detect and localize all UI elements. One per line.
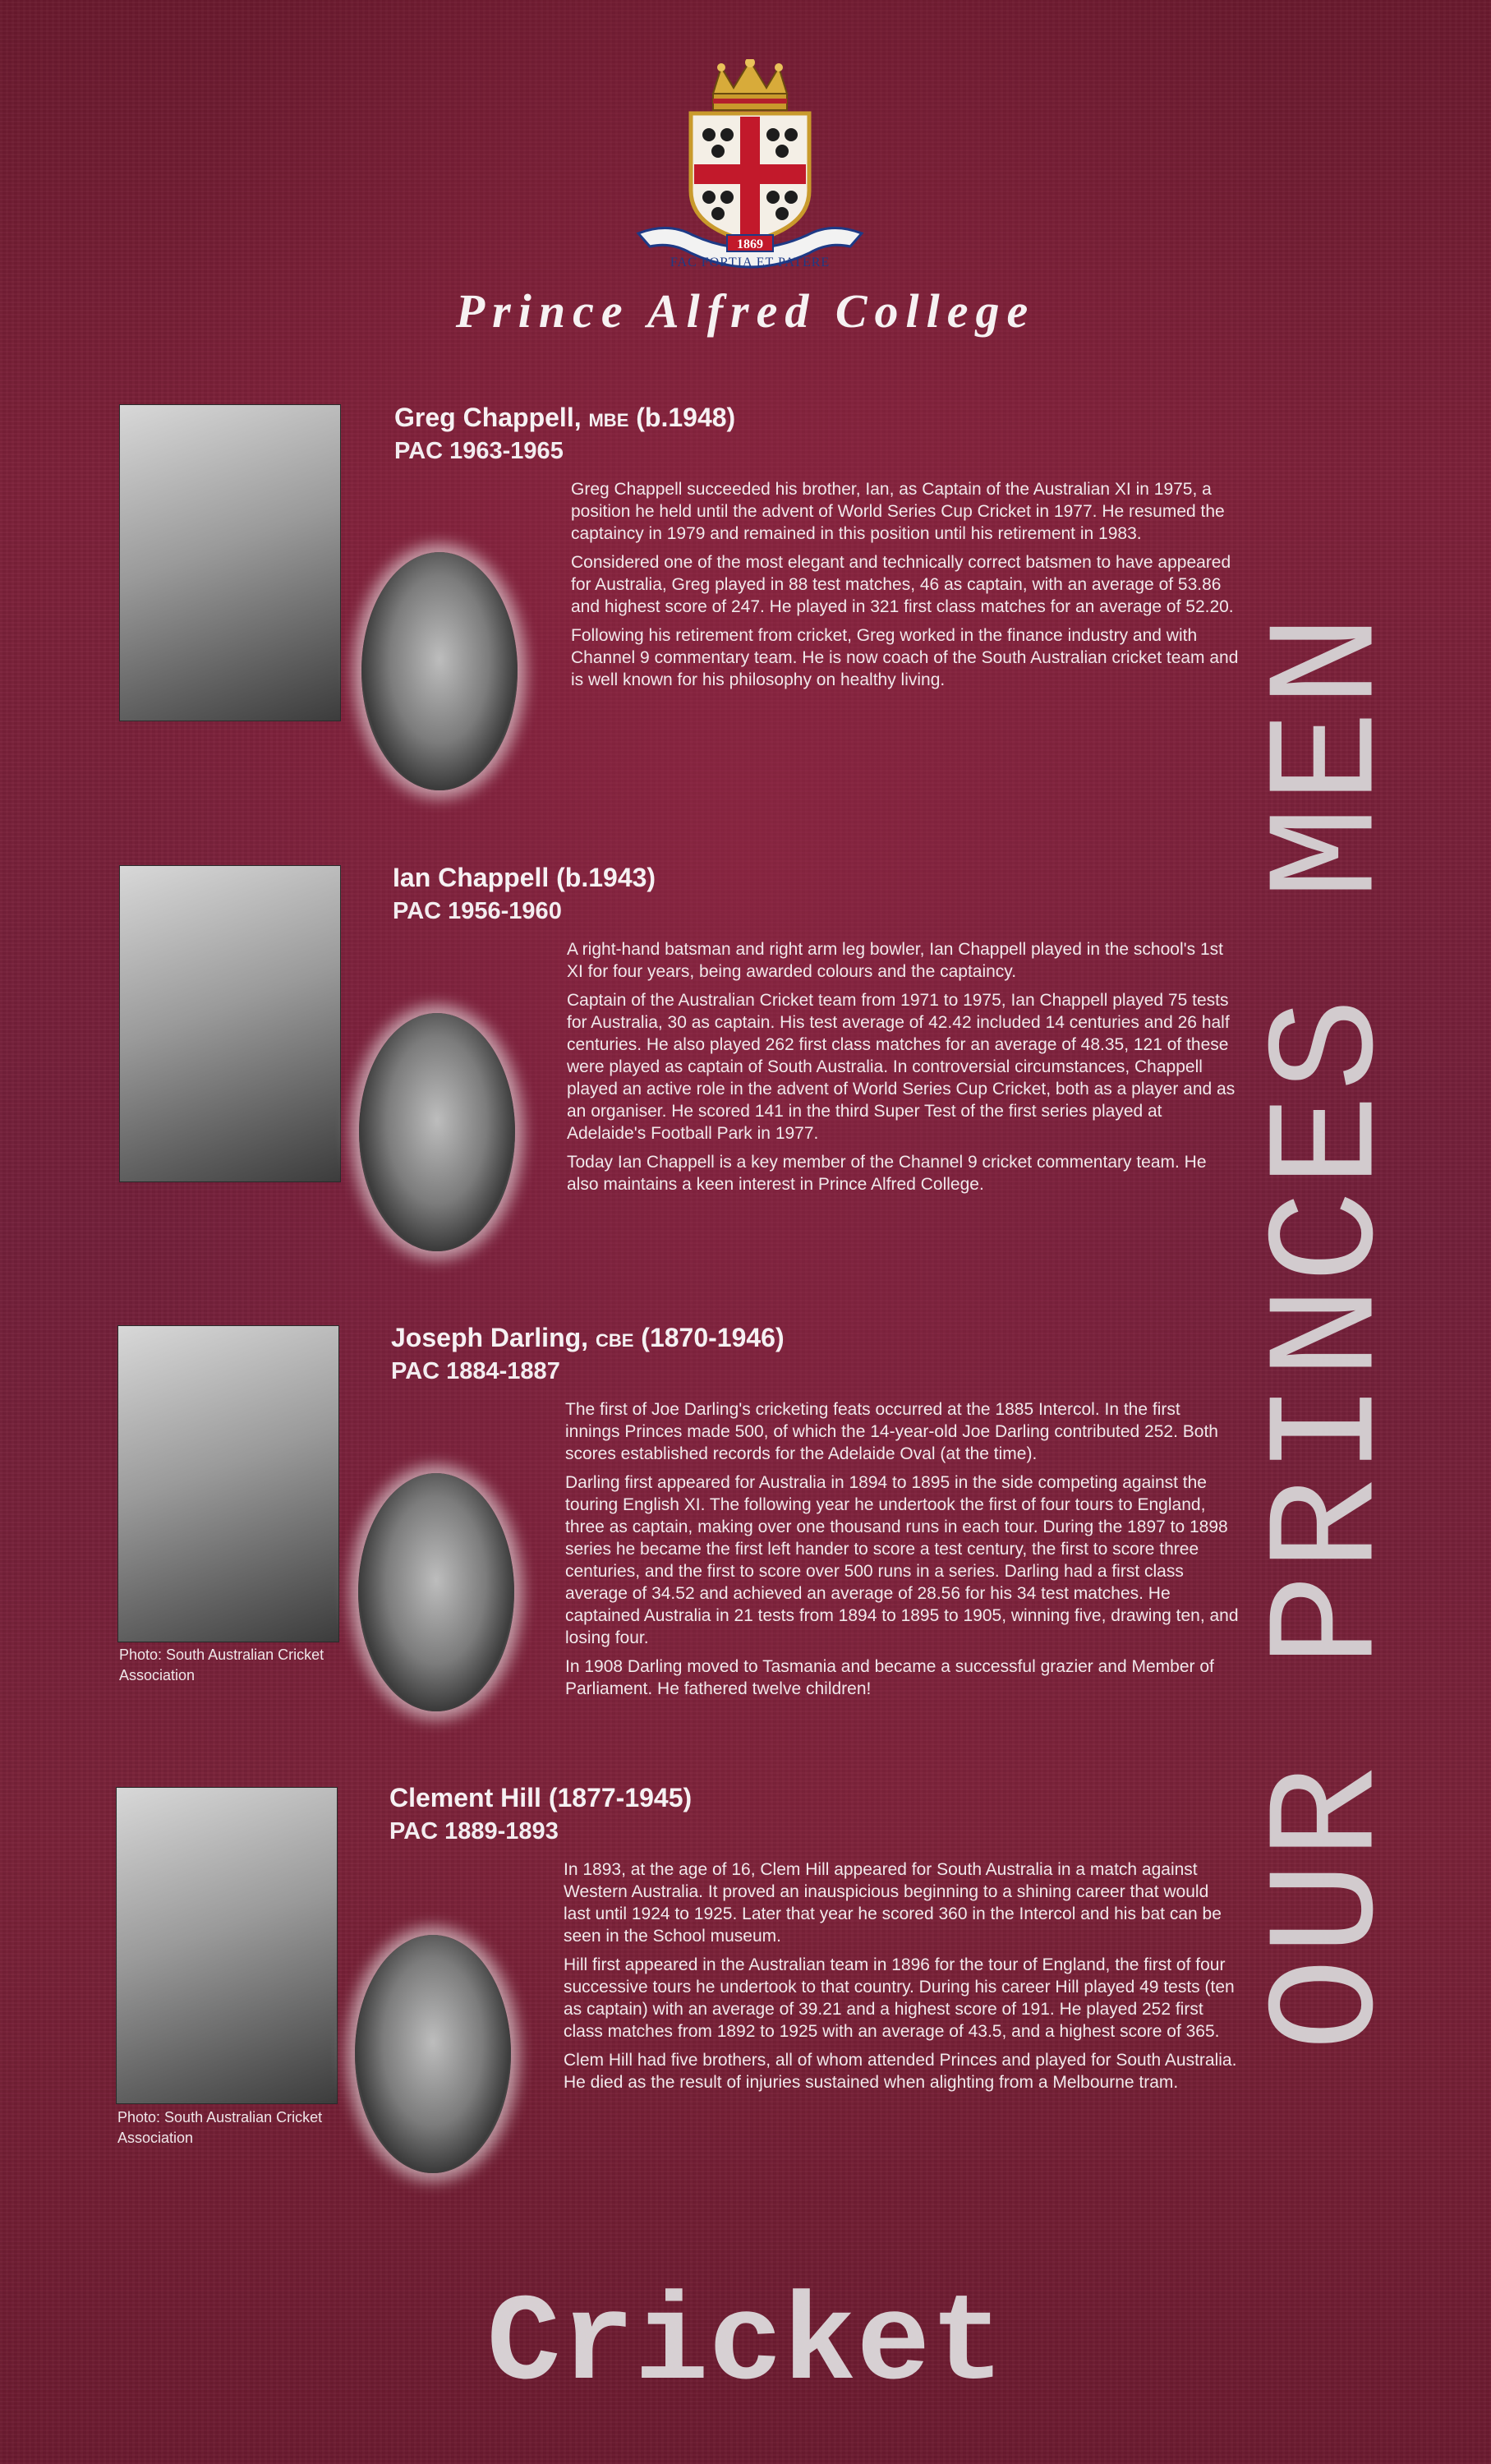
motto-ribbon (638, 228, 862, 269)
bio-paragraph: In 1893, at the age of 16, Clem Hill appeared for South Australia in a match against Western Australia. It proved an inauspicious beginning to a shining career that would last until 1924 to 1925. Later that year he scored 360 in the Intercol and his bat can be seen in the School museum. (564, 1860, 1222, 1946)
side-title: OUR PRINCES MEN (1243, 610, 1419, 2052)
name-text: Joseph Darling, (391, 1323, 589, 1352)
bio-paragraph: Hill first appeared in the Australian team in 1896 for the tour of England, the first of four successive tours he undertook to that country. During his career Hill played 49 tests (ten as captain) with an average of 39.21 and a highest score of 191. He played 252 first class matches from 1892 to 1925 with an average of 43.5, and a highest score of 365. (564, 1955, 1235, 2041)
bio-paragraph: Today Ian Chappell is a key member of the Channel 9 cricket commentary team. He also maintains a keen interest in Prince Alfred College. (567, 1153, 1207, 1194)
bio-paragraph: In 1908 Darling moved to Tasmania and became a successful grazier and Member of Parliament. He fathered twelve children! (565, 1657, 1214, 1698)
school-years: PAC 1889-1893 (389, 1818, 559, 1845)
crown-icon (713, 59, 787, 110)
bio-paragraph: Following his retirement from cricket, Greg worked in the finance industry and with Channel 9 commentary team. He is now coach of the South Australian cricket team and is well known for his philosophy on healthy living. (571, 626, 1239, 689)
profile-joseph-darling (0, 1323, 1282, 1750)
school-years: PAC 1956-1960 (393, 898, 562, 924)
portrait-photo (119, 865, 341, 1182)
college-name: Prince Alfred College (455, 284, 1036, 338)
profile-name (393, 863, 656, 893)
bio-paragraph: Clem Hill had five brothers, all of whom attended Princes and played for South Australia. He died as the result of injuries sustained when alighting from a Melbourne tram. (564, 2051, 1237, 2092)
shield-icon (691, 113, 809, 242)
profile-name (389, 1783, 692, 1813)
honour-text: MBE (588, 410, 629, 431)
profile-name (394, 403, 735, 433)
profile-clement-hill (0, 1783, 1282, 2177)
profile-ian-chappell (0, 863, 1282, 1241)
college-crest (635, 59, 865, 285)
crest-image (635, 59, 865, 285)
portrait-photo (117, 1325, 339, 1642)
name-text: Greg Chappell, (394, 403, 582, 432)
biography (571, 478, 1245, 698)
biography (565, 1398, 1239, 1706)
bio-paragraph: The first of Joe Darling's cricketing feats occurred at the 1885 Intercol. In the first innings Princes made 500, of which the 14-year-old Joe Darling contributed 252. Both scores established records for the Adelaide Oval (at the time). (565, 1400, 1218, 1463)
photo-credit: Photo: South Australian Cricket Association (119, 1647, 324, 1683)
life-dates: (1870-1946) (641, 1323, 785, 1352)
name-text: Ian Chappell (393, 863, 550, 892)
action-photo-oval (358, 1473, 514, 1711)
photo-credit: Photo: South Australian Cricket Association (117, 2109, 323, 2146)
bio-paragraph: Captain of the Australian Cricket team from 1971 to 1975, Ian Chappell played 75 tests for Australia, 30 as captain. His test average of 42.42 included 14 centuries and 26 half centuries. He also played 262 first class matches for an average of 48.35, 121 of these were played as captain of South Australia. In controversial circumstances, Chappell played an active role in the advent of World Series Cup Cricket, both as a player and as an organiser. He scored 141 in the third Super Test of the first series played at Adelaide's Football Park in 1977. (567, 991, 1236, 1143)
honour-text: CBE (595, 1330, 634, 1351)
svg-text:1869: 1869 (737, 237, 763, 251)
biography (567, 938, 1240, 1202)
action-photo-oval (361, 552, 518, 790)
action-photo-oval (359, 1013, 515, 1251)
portrait-photo (119, 404, 341, 721)
profile-name (391, 1323, 785, 1353)
life-dates: (1877-1945) (548, 1783, 693, 1812)
portrait-photo (116, 1787, 338, 2104)
action-photo-oval (355, 1935, 511, 2173)
bio-paragraph: Greg Chappell succeeded his brother, Ian, as Captain of the Australian XI in 1975, a position he held until the advent of World Series Cup Cricket in 1977. He resumed the captaincy in 1979 and remained in this position until his retirement in 1983. (571, 480, 1225, 543)
school-years: PAC 1963-1965 (394, 438, 564, 464)
life-dates: (b.1948) (636, 403, 736, 432)
svg-text:FAC FORTIA ET PATERE: FAC FORTIA ET PATERE (670, 256, 831, 269)
bio-paragraph: Considered one of the most elegant and technically correct batsmen to have appeared for Australia, Greg played in 88 test matches, 46 as captain, with an average of 53.86 and highest score of 247. He played in 321 first class matches for an average of 52.20. (571, 553, 1234, 616)
school-years: PAC 1884-1887 (391, 1358, 560, 1384)
life-dates: (b.1943) (556, 863, 656, 892)
footer-title: Cricket (486, 2276, 1005, 2416)
biography (564, 1858, 1237, 2100)
bio-paragraph: Darling first appeared for Australia in 1894 to 1895 in the side competing against the touring English XI. The following year he undertook the first of four tours to England, three as captain, making over one thousand runs in each tour. During the 1897 to 1898 series he became the first left hander to score a test century, the first to score three centuries, and the first to score over 500 runs in a series. Darling had a first class average of 34.52 and achieved an average of 28.56 for his 34 test matches. He captained Australia in 21 tests from 1894 to 1895 to 1905, winning five, drawing ten, and losing four. (565, 1473, 1239, 1647)
name-text: Clement Hill (389, 1783, 541, 1812)
bio-paragraph: A right-hand batsman and right arm leg bowler, Ian Chappell played in the school's 1st XI for four years, being awarded colours and the captaincy. (567, 940, 1223, 981)
profile-greg-chappell (0, 403, 1282, 781)
